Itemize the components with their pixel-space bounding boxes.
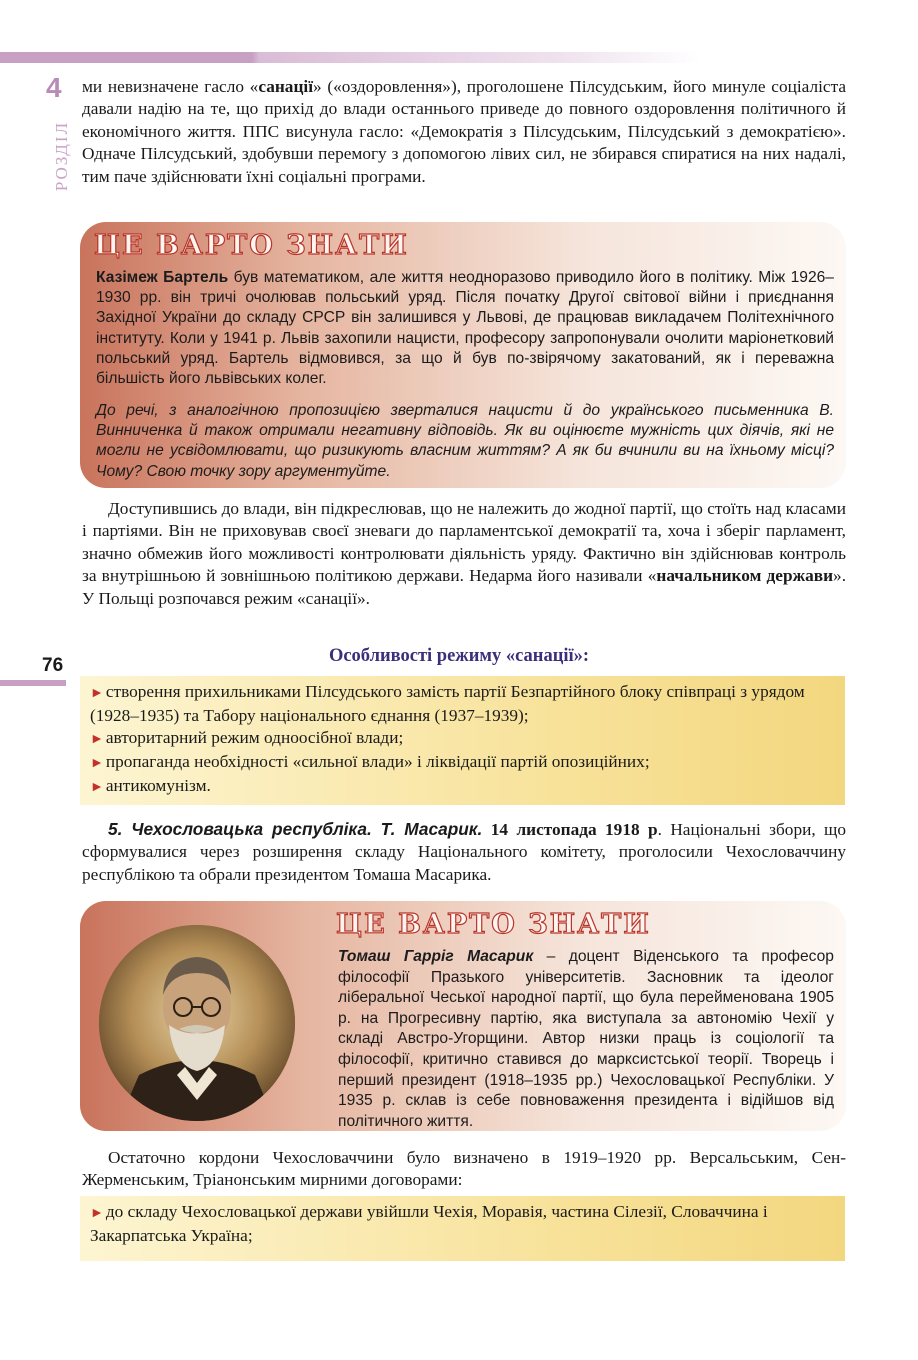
para2-bold-term: начальником держави [656,566,834,586]
section-word: РОЗДІЛ [52,120,71,192]
para2-text-a: Доступившись до влади, він підкреслював, що не належить до жодної партії, що стоїть над класами і партіями. Він не приховував своєї зневаги до парламентської демократії та, хоча і зберіг парламент, значно обмежив його можливості контролювати діяльність уряду. Фактично він здійснював контроль за внутрішньою й зовнішньою політикою держави. Недарма його називали « [82,499,846,586]
paragraph-pilsudski-power [82,498,846,610]
feature-item [80,681,845,727]
top-decorative-bar [0,52,700,63]
info-box-text [338,947,834,1132]
section-5-date: 14 листопада 1918 р [482,820,658,839]
arrow-icon: ► [90,732,104,747]
arrow-icon: ► [90,686,104,701]
feature-text: антикомунізм. [105,776,211,795]
paragraph-sanatsia [82,76,846,188]
paragraph-borders: Остаточно кордони Чехословаччини було визначено в 1919–1920 рр. Версальським, Сен-Жерменським, Тріанонським мирними договорами: [82,1148,846,1190]
section-label [40,72,78,192]
border-item [80,1201,845,1247]
bartel-name: Казімеж Бартель [96,269,229,286]
paragraph-czechoslovakia [82,818,846,886]
para1-text-b: » («оздоровлення»), проголошене Пілсудським, його минуле соціаліста давали надію на те, що прихід до влади останнього приведе до повного оздоровлення політичного й економічного життя. ППС висунула гасло: «Демократія з Пілсудським, Пілсудський з демократією». Одначе Пілсудський, здобувши перемогу з допомогою лівих сил, не збирався спиратися на них надалі, тим паче здійснювати їхні соціальні програми. [82,77,847,186]
arrow-icon: ► [90,756,104,771]
section-number: 4 [46,72,62,103]
feature-item [80,775,845,799]
info-box-bartel [80,222,846,488]
info-box-title: ЦЕ ВАРТО ЗНАТИ [336,909,651,940]
page-number-bar [0,680,66,686]
section-5-text: . Національні збори, що сформувалися через розширення складу Національного комітету, проголосили Чехословаччину республікою та обрали президентом Томаша Масарика. [82,820,846,884]
page-number: 76 [42,655,64,676]
para2-text-b: ». У Польщі розпочався режим «санації». [82,566,847,608]
portrait-image [99,925,295,1121]
info-box-text [96,268,834,389]
feature-text: авторитарний режим одноосібної влади; [105,728,404,747]
info-box-question: До речі, з аналогічною пропозицією зверталися нацисти й до українського письменника В. Винниченка й також отримали негативну відповідь. Як ви оцінюєте мужність цих діячів, які не могли не усвідомлювати, що ризикують власним життям? А як би вчинили ви на їхньому місці? Чому? Свою точку зору аргументуйте. [96,402,834,480]
masaryk-name: Томаш Гарріг Масарик [338,948,534,965]
arrow-icon: ► [90,780,104,795]
feature-item [80,727,845,751]
border-text: до складу Чехословацької держави увійшли Чехія, Моравія, частина Сілезії, Словаччина і Закарпатська Україна; [90,1202,768,1245]
para1-bold-term: санації [258,77,314,96]
para1-text-a: ми невизначене гасло « [82,77,259,96]
arrow-icon: ► [90,1206,104,1221]
feature-text: створення прихильниками Пілсудського замість партії Безпартійного блоку співпраці з урядом (1928–1935) та Табору національного єднання (1937–1939); [90,682,805,725]
borders-box [80,1196,845,1261]
features-box [80,676,845,805]
feature-item [80,751,845,775]
masaryk-bio: – доцент Віденського та професор філософії Празького університетів. Засновник та ідеолог ліберальної Чеської народної партії, що була перейменована 1905 р. на Прогресивну партію, яка виступала за автономію Чехії у складі Австро-Угорщини. Автор низки праць із соціології та філософії, критично ставився до марксистської теорії. Творець і перший президент (1918–1935 рр.) Чехословацької Республіки. У 1935 р. склав із себе повноваження президента і відійшов від політичного життя. [338,948,834,1130]
info-box-title: ЦЕ ВАРТО ЗНАТИ [94,230,409,261]
features-heading: Особливості режиму «санації»: [328,646,590,666]
section-5-title: 5. Чехословацька республіка. Т. Масарик. [108,819,483,839]
bartel-bio: був математиком, але життя неодноразово приводило його в політику. Між 1926–1930 рр. він тричі очолював польський уряд. Після початку Другої світової війни і приєднання Західної України до складу СРСР він залишився у Львові, де працював викладачем Політехнічного інституту. Коли у 1941 р. Львів захопили нацисти, професору запропонували очолити маріонетковий польський уряд. Бартель відмовився, за що й був по-звірячому закатований, як і переважна більшість його львівських колег. [96,269,834,388]
masaryk-portrait [99,925,295,1121]
feature-text: пропаганда необхідності «сильної влади» і ліквідації партій опозиційних; [105,752,650,771]
